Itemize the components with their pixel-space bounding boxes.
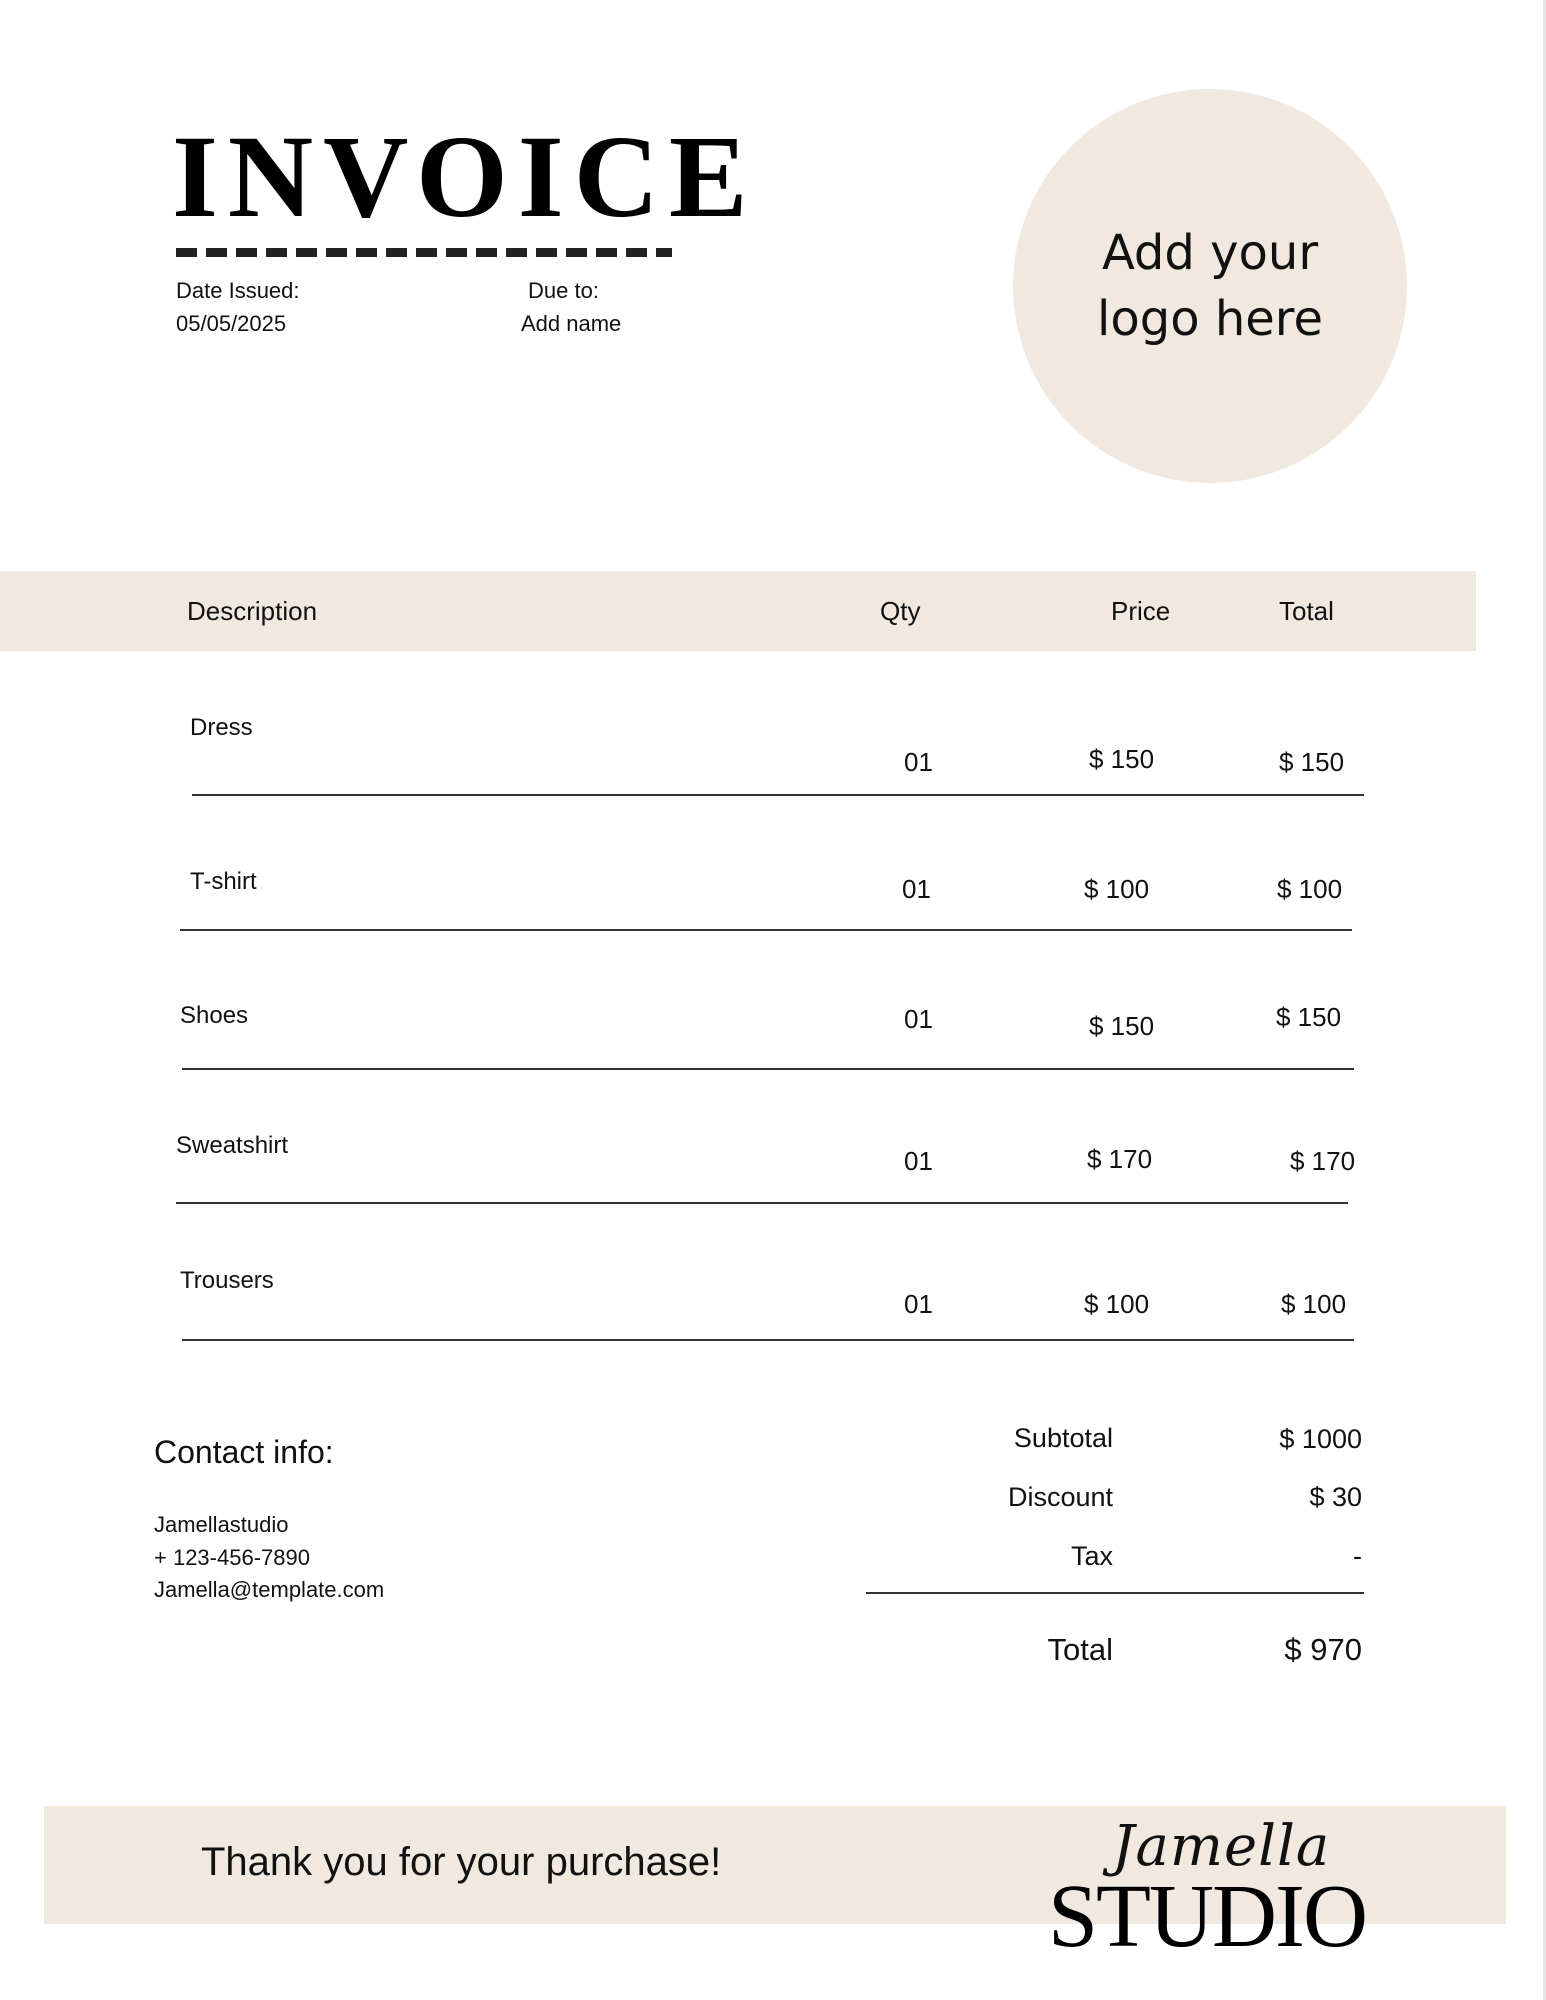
row-total: $ 100 xyxy=(1277,874,1343,904)
brand-logo-wordmark: STUDIO xyxy=(1048,1867,1366,1966)
logo-placeholder-text: Add your logo here xyxy=(1097,225,1323,347)
column-header-total: Total xyxy=(1279,596,1334,626)
row-divider xyxy=(182,1068,1354,1070)
total-value: $ 970 xyxy=(1284,1632,1362,1667)
due-to-label: Due to: xyxy=(528,278,599,303)
row-total: $ 150 xyxy=(1276,1002,1342,1032)
row-description: Dress xyxy=(190,714,253,741)
row-description: Sweatshirt xyxy=(176,1132,289,1159)
total-label: Total xyxy=(1047,1632,1113,1667)
tax-value: - xyxy=(1353,1541,1362,1571)
row-qty: 01 xyxy=(904,1289,933,1319)
row-description: Trousers xyxy=(180,1267,274,1294)
contact-email: Jamella@template.com xyxy=(154,1577,385,1602)
subtotal-value: $ 1000 xyxy=(1279,1424,1362,1454)
column-header-description: Description xyxy=(187,596,318,626)
row-total: $ 100 xyxy=(1281,1289,1347,1319)
row-price: $ 100 xyxy=(1084,874,1150,904)
row-divider xyxy=(182,1339,1354,1341)
row-price: $ 100 xyxy=(1084,1289,1150,1319)
summary-divider xyxy=(866,1592,1364,1594)
row-price: $ 150 xyxy=(1089,1011,1155,1041)
contact-phone: + 123-456-7890 xyxy=(154,1545,310,1570)
logo-placeholder xyxy=(1013,89,1407,483)
row-qty: 01 xyxy=(902,874,931,904)
invoice-title: INVOICE xyxy=(172,111,758,242)
date-issued-label: Date Issued: xyxy=(176,278,300,303)
row-qty: 01 xyxy=(904,747,933,777)
row-qty: 01 xyxy=(904,1146,933,1176)
contact-heading: Contact info: xyxy=(154,1434,334,1470)
brand-logo-script: Jamella xyxy=(1112,1814,1331,1879)
row-divider xyxy=(192,794,1364,796)
due-to-value: Add name xyxy=(521,311,622,336)
row-divider xyxy=(180,929,1352,931)
row-description: Shoes xyxy=(180,1002,249,1029)
row-total: $ 170 xyxy=(1290,1146,1356,1176)
tax-label: Tax xyxy=(1070,1541,1113,1571)
row-price: $ 150 xyxy=(1089,744,1155,774)
column-header-qty: Qty xyxy=(880,596,921,626)
discount-label: Discount xyxy=(1007,1482,1113,1512)
contact-name: Jamellastudio xyxy=(154,1512,289,1537)
row-price: $ 170 xyxy=(1087,1144,1153,1174)
column-header-price: Price xyxy=(1111,596,1171,626)
discount-value: $ 30 xyxy=(1309,1482,1362,1512)
row-qty: 01 xyxy=(904,1004,933,1034)
row-divider xyxy=(176,1202,1348,1204)
row-description: T-shirt xyxy=(190,868,257,895)
row-total: $ 150 xyxy=(1279,747,1345,777)
subtotal-label: Subtotal xyxy=(1013,1423,1113,1453)
date-issued-value: 05/05/2025 xyxy=(176,311,287,336)
thank-you-message: Thank you for your purchase! xyxy=(201,1840,722,1884)
title-dashed-underline xyxy=(176,248,672,257)
